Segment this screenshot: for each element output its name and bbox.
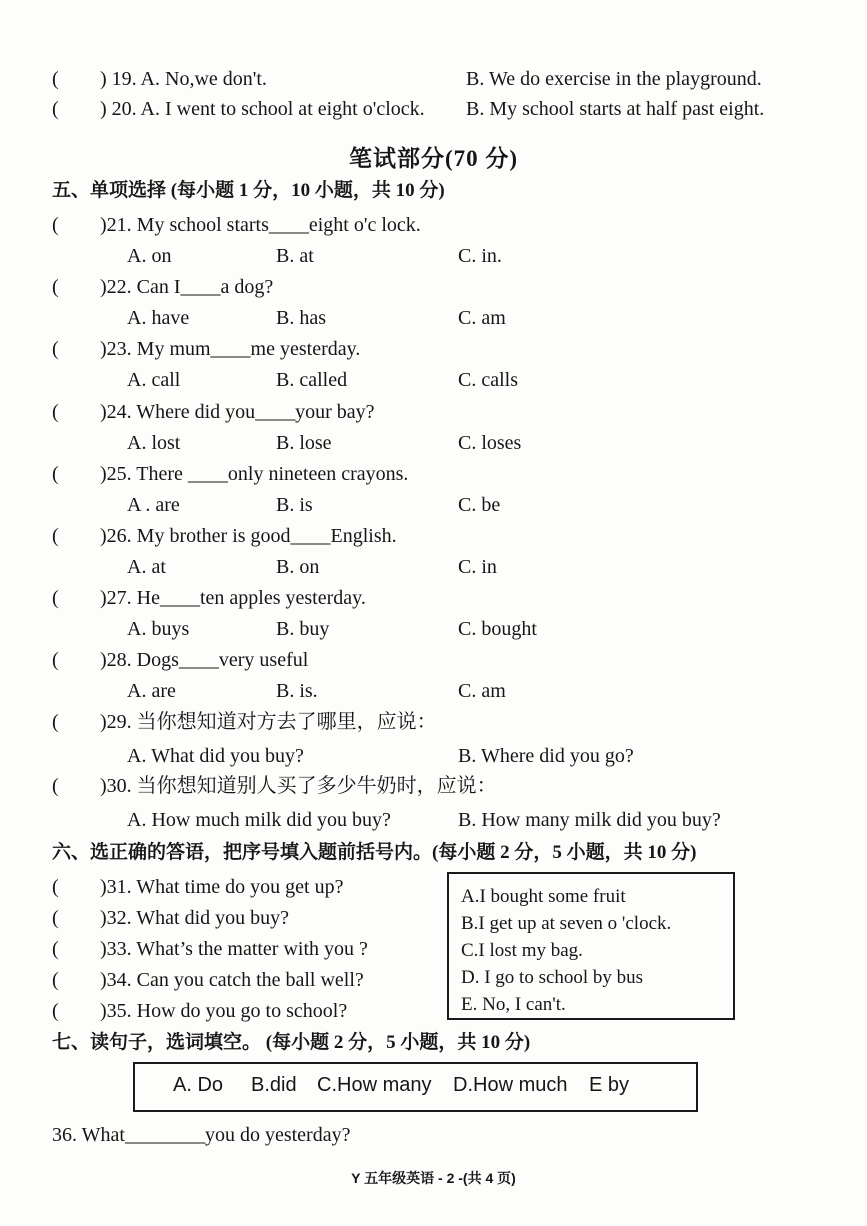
answer-paren[interactable]: ( xyxy=(52,969,59,991)
question-stem: )28. Dogs____very useful xyxy=(100,649,309,671)
word-bank-item: C.How many xyxy=(317,1074,432,1096)
option-a: A. call xyxy=(127,369,181,391)
question-stem: )31. What time do you get up? xyxy=(100,876,344,898)
option-a: A. at xyxy=(127,556,166,578)
answer-paren[interactable]: ( xyxy=(52,649,59,671)
option-c: C. loses xyxy=(458,432,522,454)
page-footer: Y 五年级英语 - 2 -(共 4 页) xyxy=(351,1170,516,1186)
option-b: B. lose xyxy=(276,432,332,454)
answer-paren[interactable]: ( xyxy=(52,98,59,120)
answer-paren[interactable]: ( xyxy=(52,876,59,898)
option-b: B. How many milk did you buy? xyxy=(458,809,721,831)
word-bank-item: E by xyxy=(589,1074,630,1096)
question-stem: )24. Where did you____your bay? xyxy=(100,401,375,423)
option-a: A. on xyxy=(127,245,172,267)
question-20: ) 20. A. I went to school at eight o'clock. xyxy=(100,98,425,120)
answer-paren[interactable]: ( xyxy=(52,401,59,423)
answer-paren[interactable]: ( xyxy=(52,525,59,547)
option-b: B. on xyxy=(276,556,320,578)
question-20-option-b: B. My school starts at half past eight. xyxy=(466,98,765,120)
answer-option-e: E. No, I can't. xyxy=(461,994,566,1015)
option-a: A. What did you buy? xyxy=(127,745,304,767)
section-5-heading: 五、单项选择 (每小题 1 分，10 小题，共 10 分) xyxy=(52,180,445,201)
question-stem: )22. Can I____a dog? xyxy=(100,276,274,298)
word-bank-item: D.How much xyxy=(453,1074,568,1096)
answer-paren[interactable]: ( xyxy=(52,276,59,298)
question-stem: )34. Can you catch the ball well? xyxy=(100,969,364,991)
question-stem: )33. What’s the matter with you ? xyxy=(100,938,368,960)
word-bank-box xyxy=(133,1062,698,1112)
question-36: 36. What________you do yesterday? xyxy=(52,1124,351,1146)
option-b: B. Where did you go? xyxy=(458,745,634,767)
section-6-heading: 六、选正确的答语，把序号填入题前括号内。(每小题 2 分，5 小题，共 10 分) xyxy=(52,842,697,863)
answer-option-d: D. I go to school by bus xyxy=(461,967,644,988)
option-c: C. be xyxy=(458,494,501,516)
question-stem: )25. There ____only nineteen crayons. xyxy=(100,463,409,485)
answer-paren[interactable]: ( xyxy=(52,587,59,609)
question-stem: )26. My brother is good____English. xyxy=(100,525,397,547)
question-19-option-b: B. We do exercise in the playground. xyxy=(466,68,762,90)
option-c: C. am xyxy=(458,307,506,329)
option-a: A. are xyxy=(127,680,176,702)
question-stem: )23. My mum____me yesterday. xyxy=(100,338,361,360)
word-bank-item: A. Do xyxy=(173,1074,224,1096)
written-part-title: 笔试部分(70 分) xyxy=(348,146,519,171)
option-a: A. lost xyxy=(127,432,181,454)
option-a: A. buys xyxy=(127,618,190,640)
answer-option-a: A.I bought some fruit xyxy=(461,886,626,907)
answer-paren[interactable]: ( xyxy=(52,463,59,485)
answer-paren[interactable]: ( xyxy=(52,68,59,90)
question-stem: )32. What did you buy? xyxy=(100,907,290,929)
option-b: B. at xyxy=(276,245,314,267)
answer-paren[interactable]: ( xyxy=(52,1000,59,1022)
question-19: ) 19. A. No,we don't. xyxy=(100,68,267,90)
answer-paren[interactable]: ( xyxy=(52,338,59,360)
option-c: C. in. xyxy=(458,245,502,267)
option-a: A. How much milk did you buy? xyxy=(127,809,391,831)
option-b: B. is xyxy=(276,494,313,516)
option-b: B. buy xyxy=(276,618,330,640)
word-bank-item: B.did xyxy=(251,1074,297,1096)
option-a: A . are xyxy=(127,494,180,516)
option-b: B. has xyxy=(276,307,326,329)
question-stem: )21. My school starts____eight o'c lock. xyxy=(100,214,421,236)
question-stem: )29. 当你想知道对方去了哪里，应说： xyxy=(100,711,437,733)
answer-paren[interactable]: ( xyxy=(52,711,59,733)
answer-option-b: B.I get up at seven o 'clock. xyxy=(461,913,672,934)
option-c: C. bought xyxy=(458,618,537,640)
option-b: B. is. xyxy=(276,680,318,702)
section-7-heading: 七、读句子，选词填空。 (每小题 2 分，5 小题，共 10 分) xyxy=(52,1032,531,1053)
question-stem: )35. How do you go to school? xyxy=(100,1000,348,1022)
question-stem: )30. 当你想知道别人买了多少牛奶时，应说： xyxy=(100,775,497,797)
option-c: C. am xyxy=(458,680,506,702)
answer-paren[interactable]: ( xyxy=(52,214,59,236)
answer-paren[interactable]: ( xyxy=(52,938,59,960)
answer-options-box xyxy=(447,872,735,1020)
answer-paren[interactable]: ( xyxy=(52,907,59,929)
option-c: C. calls xyxy=(458,369,518,391)
option-c: C. in xyxy=(458,556,497,578)
option-a: A. have xyxy=(127,307,190,329)
option-b: B. called xyxy=(276,369,348,391)
question-stem: )27. He____ten apples yesterday. xyxy=(100,587,366,609)
answer-paren[interactable]: ( xyxy=(52,775,59,797)
answer-option-c: C.I lost my bag. xyxy=(461,940,583,961)
